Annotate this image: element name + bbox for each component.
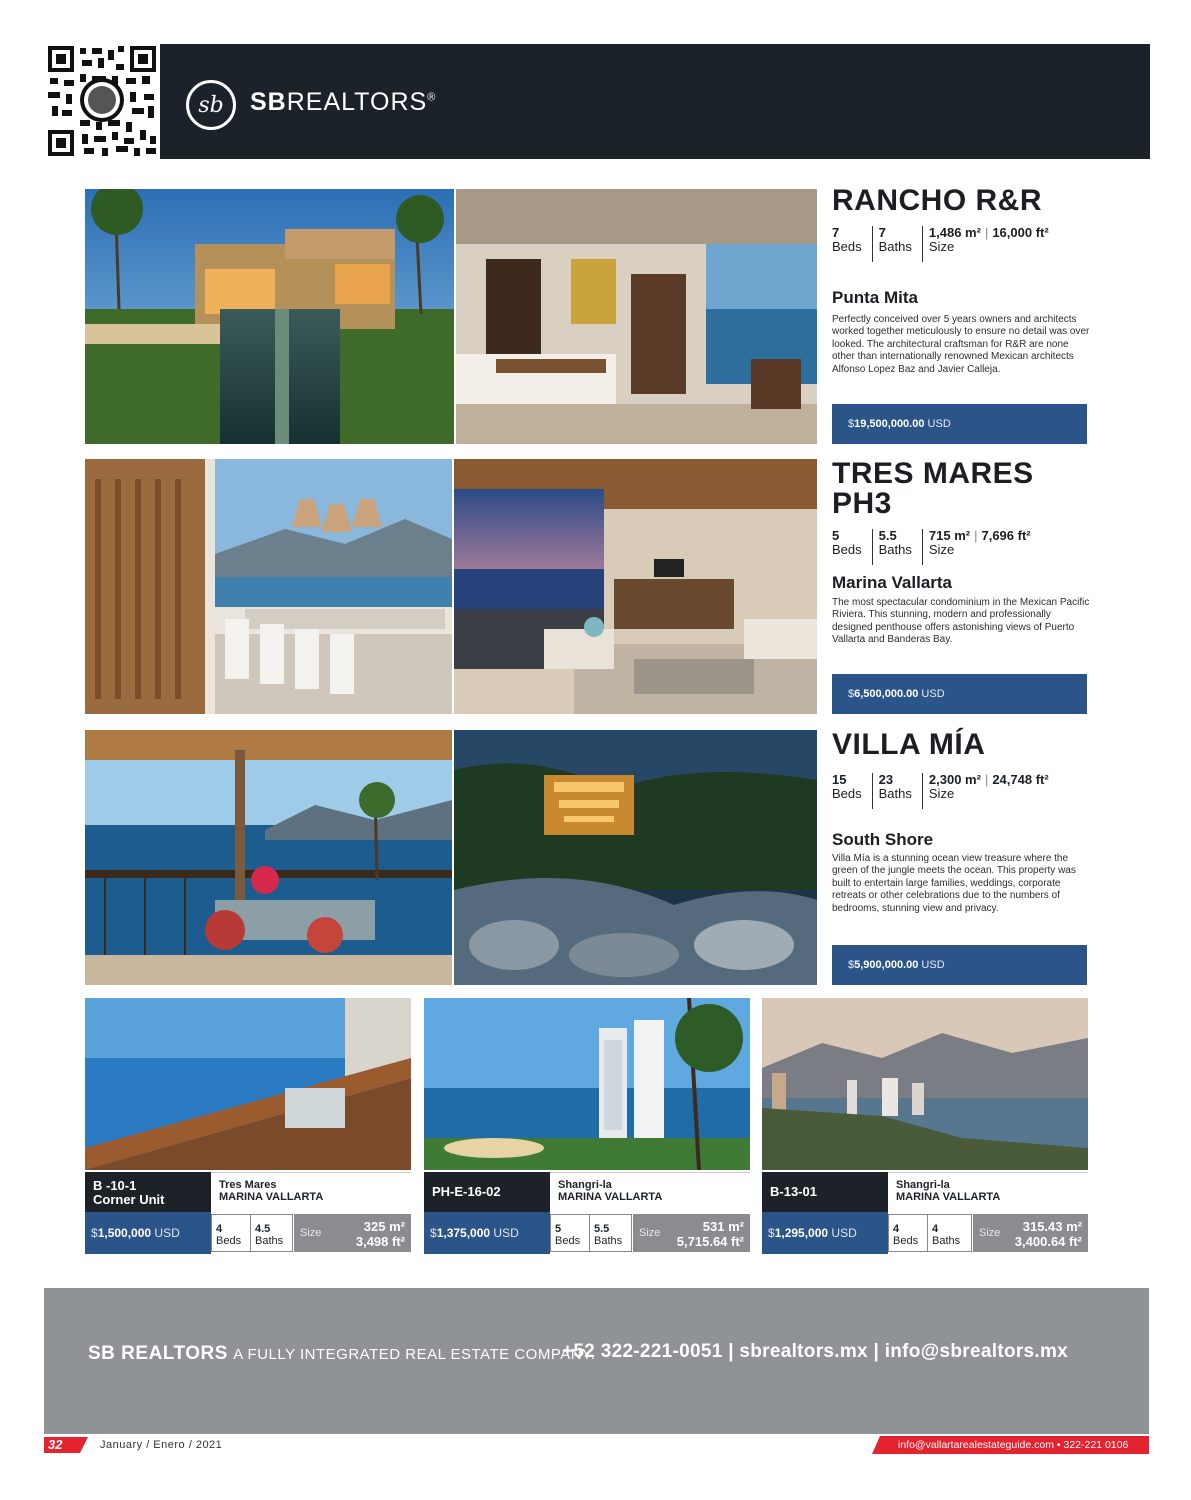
- featured-1-beds: 7 Beds: [832, 226, 873, 262]
- listing-3-building: Shangri-la MARINA VALLARTA: [888, 1172, 1088, 1212]
- listing-1-photo[interactable]: [85, 998, 411, 1170]
- featured-3-price[interactable]: $5,900,000.00 USD: [832, 945, 1087, 985]
- featured-2-location: Marina Vallarta: [832, 573, 953, 592]
- listing-2-beds: 5 Beds: [550, 1214, 590, 1252]
- featured-3-size: 2,300 m² | 24,748 ft² Size: [928, 772, 1049, 801]
- rancho-pool-photo[interactable]: [85, 189, 454, 444]
- listing-1-building: Tres Mares MARINA VALLARTA: [211, 1172, 411, 1212]
- featured-2-size: 715 m² | 7,696 ft² Size: [928, 528, 1031, 557]
- listing-2-building: Shangri-la MARINA VALLARTA: [550, 1172, 750, 1212]
- rancho-bedroom-photo[interactable]: [456, 189, 817, 444]
- listing-1-size: Size 325 m² 3,498 ft²: [294, 1214, 411, 1252]
- featured-3-title: VILLA MÍA: [832, 728, 986, 761]
- listing-3-code: B-13-01: [762, 1172, 888, 1212]
- featured-1-baths: 7 Baths: [879, 226, 923, 262]
- brand-name[interactable]: [250, 88, 436, 117]
- listing-3-size: Size 315.43 m² 3,400.64 ft²: [973, 1214, 1088, 1252]
- featured-1-location: Punta Mita: [832, 288, 918, 307]
- featured-2-baths: 5.5 Baths: [879, 529, 923, 565]
- featured-1-stats: [832, 226, 1065, 262]
- listing-2-photo[interactable]: [424, 998, 750, 1170]
- featured-3-beds: 15 Beds: [832, 773, 873, 809]
- listing-1-code: B -10-1 Corner Unit: [85, 1172, 211, 1212]
- featured-2-price[interactable]: $6,500,000.00 USD: [832, 674, 1087, 714]
- listing-2-price[interactable]: $1,375,000 USD: [424, 1212, 550, 1254]
- featured-2-title-line1: TRES MARES: [832, 457, 1034, 490]
- issue-date: January / Enero / 2021: [100, 1439, 223, 1451]
- footer-company-name: SB REALTORS: [88, 1343, 228, 1364]
- featured-3-location: South Shore: [832, 830, 934, 849]
- qr-code[interactable]: [46, 44, 158, 158]
- listing-3-baths: 4 Baths: [928, 1214, 972, 1252]
- listing-1-beds: 4 Beds: [211, 1214, 251, 1252]
- featured-2-title-line2: PH3: [832, 487, 892, 520]
- listing-3-photo[interactable]: [762, 998, 1088, 1170]
- brand-name-bold: SB: [250, 88, 287, 116]
- tres-mares-living-photo[interactable]: [454, 459, 817, 714]
- listing-1-baths: 4.5 Baths: [251, 1214, 293, 1252]
- footer-company: [88, 1343, 595, 1365]
- publisher-contact[interactable]: info@vallartarealestateguide.com • 322-221 0106: [898, 1439, 1129, 1451]
- featured-2-title: [832, 459, 1034, 519]
- tres-mares-dining-photo[interactable]: [85, 459, 452, 714]
- listing-3-beds: 4 Beds: [888, 1214, 928, 1252]
- featured-3-description: Villa Mía is a stunning ocean view treasure where the green of the jungle meets the ocean. This property was built to entertain large families, weddings, corporate retreats or other celebrations due to the numbers of bedrooms, stunning view and privacy.: [832, 853, 1076, 914]
- brand-name-light: REALTORS: [286, 88, 428, 116]
- featured-1-size: 1,486 m² | 16,000 ft² Size: [928, 225, 1049, 254]
- listing-2-code: PH-E-16-02: [424, 1172, 550, 1212]
- featured-1-price[interactable]: $19,500,000.00 USD: [832, 404, 1087, 444]
- villa-mia-terrace-photo[interactable]: [85, 730, 452, 985]
- featured-2-description: The most spectacular condominium in the Mexican Pacific Riviera. This stunning, modern and professionally designed penthouse offers astonishing views of Puerto Vallarta and Banderas Bay.: [832, 597, 1090, 646]
- footer-contact[interactable]: +52 322-221-0051 | sbrealtors.mx | info@sbrealtors.mx: [562, 1341, 1069, 1362]
- registered-mark: ®: [427, 91, 437, 104]
- villa-mia-exterior-photo[interactable]: [454, 730, 817, 985]
- featured-1-title: RANCHO R&R: [832, 184, 1042, 217]
- page-number: 32: [48, 1437, 63, 1452]
- footer-tagline: A FULLY INTEGRATED REAL ESTATE COMPANY.: [233, 1346, 596, 1363]
- featured-3-baths: 23 Baths: [879, 773, 923, 809]
- listing-2-baths: 5.5 Baths: [590, 1214, 632, 1252]
- featured-2-stats: [832, 529, 1047, 565]
- listing-2-size: Size 531 m² 5,715.64 ft²: [633, 1214, 750, 1252]
- featured-2-beds: 5 Beds: [832, 529, 873, 565]
- featured-3-stats: [832, 773, 1065, 809]
- brand-logo-icon[interactable]: sb: [186, 80, 236, 130]
- listing-3-price[interactable]: $1,295,000 USD: [762, 1212, 888, 1254]
- featured-1-description: Perfectly conceived over 5 years owners and architects worked together meticulously to ensure no detail was over looked. The architectural craftsman for R&R are none other than internationally renowned Mexican architects Alfonso Lopez Baz and Javier Calleja.: [832, 314, 1090, 375]
- listing-1-price[interactable]: $1,500,000 USD: [85, 1212, 211, 1254]
